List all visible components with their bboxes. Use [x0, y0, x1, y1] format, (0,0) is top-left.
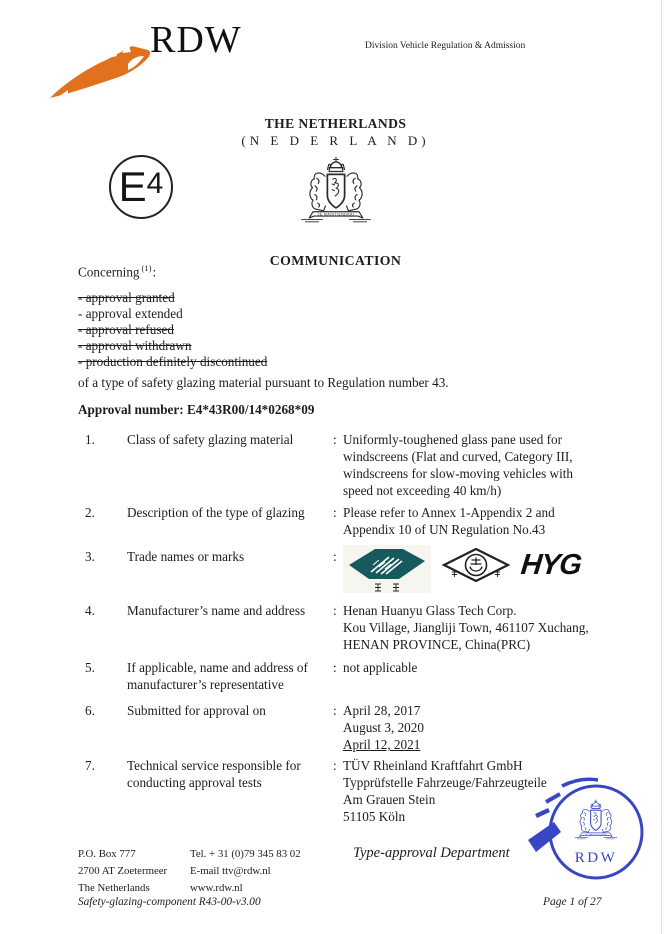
country-title: THE NETHERLANDS [264, 116, 407, 131]
item-label: If applicable, name and address of manufacturer’s representative [127, 660, 308, 692]
item-value [343, 702, 617, 753]
item-value-line: Typprüfstelle Fahrzeuge/Fahrzeugteile [343, 775, 547, 790]
item-colon: : [333, 505, 337, 520]
coat-of-arms-icon [290, 154, 382, 235]
concerning-section [78, 263, 598, 418]
item-row-2 [85, 504, 617, 538]
footer-address: P.O. Box 777 2700 AT Zoetermeer The Netherlands [78, 848, 168, 894]
item-value [343, 431, 617, 499]
item-value [343, 504, 617, 538]
rdw-feather-logo-icon [44, 34, 156, 106]
item-number: 1. [85, 432, 95, 447]
concerning-option: - approval granted [78, 290, 175, 306]
item-value-line: August 3, 2020 [343, 720, 424, 735]
item-row-6 [85, 702, 617, 753]
concerning-option: - approval refused [78, 321, 174, 337]
country-native: (N E D E R L A N D) [241, 133, 430, 148]
approval-number: Approval number: E4*43R00/14*0268*09 [78, 402, 315, 418]
concerning-option: - production definitely discontinued [78, 353, 268, 369]
item-value-line: HENAN PROVINCE, China(PRC) [343, 637, 531, 652]
item-colon: : [333, 660, 337, 675]
item-value-line: Kou Village, Jiangliji Town, 461107 Xuchang, [343, 620, 589, 635]
item-label: Technical service responsible for conducting approval tests [127, 758, 301, 790]
item-value-line: speed not exceeding 40 km/h) [343, 483, 502, 498]
item-row-1 [85, 431, 617, 499]
item-value-line: April 12, 2021 [343, 737, 421, 752]
item-number: 2. [85, 505, 95, 520]
item-label: Submitted for approval on [127, 703, 266, 718]
item-value-line: Henan Huanyu Glass Tech Corp. [343, 603, 517, 618]
item-colon: : [333, 758, 337, 773]
item-row-5 [85, 659, 617, 693]
huanyu-diamond-logo-icon [440, 545, 512, 591]
item-value-line: Appendix 10 of UN Regulation No.43 [343, 522, 546, 537]
stamp-rdw-text: RDW [574, 850, 618, 866]
item-colon: : [333, 603, 337, 618]
item-row-3 [85, 548, 617, 593]
item-value [343, 602, 617, 653]
concerning-option: - approval withdrawn [78, 337, 192, 353]
item-value-line: not applicable [343, 660, 418, 675]
item-number: 5. [85, 660, 95, 675]
hyg-logo: HYG [519, 549, 583, 581]
trade-marks-logos [343, 545, 617, 593]
item-colon: : [333, 549, 337, 564]
item-value-line: April 28, 2017 [343, 703, 421, 718]
item-value-line: windscreens (Flat and curved, Category III, [343, 449, 573, 464]
item-value-line: TÜV Rheinland Kraftfahrt GmbH [343, 758, 523, 773]
item-value-line: Uniformly-toughened glass pane used for [343, 432, 563, 447]
e4-approval-mark [109, 155, 173, 219]
title-block [0, 116, 671, 269]
department-label: Type-approval Department [353, 845, 510, 861]
item-label: Manufacturer’s name and address [127, 603, 306, 618]
item-label: Class of safety glazing material [127, 432, 294, 447]
item-number: 3. [85, 549, 95, 564]
brand-text: RDW [150, 19, 242, 61]
e4-number: 4 [146, 166, 164, 200]
item-number: 4. [85, 603, 95, 618]
concerning-options [78, 290, 598, 369]
footer-contact: Tel. + 31 (0)79 345 83 02 E-mail ttv@rdw.nl www.rdw.nl [190, 848, 301, 894]
pursuant-text: of a type of safety glazing material pursuant to Regulation number 43. [78, 375, 449, 391]
item-number: 6. [85, 703, 95, 718]
item-value [343, 659, 617, 693]
item-value-line: Am Grauen Stein [343, 792, 436, 807]
huanyu-hexagon-logo-icon [343, 545, 431, 593]
communication-heading: COMMUNICATION [269, 253, 402, 268]
doc-version: Safety-glazing-component R43-00-v3.00 [78, 896, 261, 908]
page-number: Page 1 of 27 [543, 896, 602, 908]
item-row-4 [85, 602, 617, 653]
item-number: 7. [85, 758, 95, 773]
concerning-option: - approval extended [78, 306, 183, 322]
item-label: Trade names or marks [127, 549, 245, 564]
concerning-label: Concerning $^{(1)}$: [78, 263, 157, 280]
division-label: Division Vehicle Regulation & Admission [365, 41, 526, 51]
item-value-line: 51105 Köln [343, 809, 406, 824]
item-value-line: windscreens for slow-moving vehicles with [343, 466, 574, 481]
e4-letter: E [118, 163, 147, 210]
item-colon: : [333, 703, 337, 718]
footnote-ref: (1) [141, 263, 152, 273]
rdw-stamp-icon [524, 776, 656, 892]
item-colon: : [333, 432, 337, 447]
item-value-line: Please refer to Annex 1-Appendix 2 and [343, 505, 555, 520]
item-label: Description of the type of glazing [127, 505, 305, 520]
